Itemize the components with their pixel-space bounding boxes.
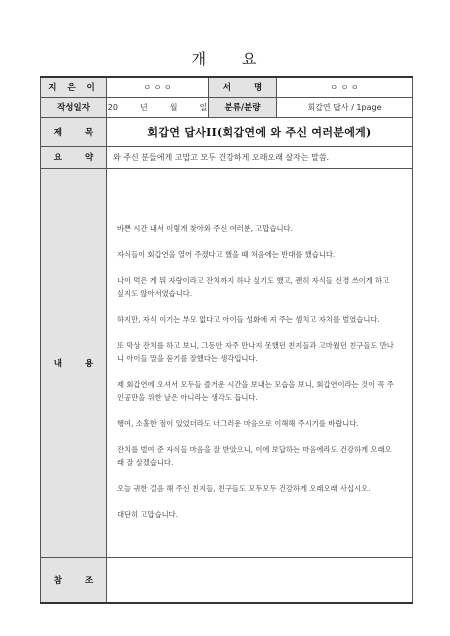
- date-day-unit: 일: [199, 102, 208, 112]
- title-char-2: 요: [242, 50, 259, 68]
- author-row: [41, 77, 413, 97]
- content-paragraph: 하지만, 자식 이기는 부모 없다고 아이들 성화에 져 주는 셈치고 자치를 벌였습니다.: [117, 314, 380, 324]
- date-year-unit: 년: [139, 102, 148, 112]
- content-text: [107, 192, 412, 521]
- author-label: 지 은 이: [41, 77, 107, 97]
- date-row: [41, 97, 413, 117]
- date-year: 20: [107, 102, 118, 112]
- category-label: 분류/분량: [209, 97, 277, 117]
- summary-value: 와 주신 분들에게 고맙고 모두 건강하게 오래오래 살자는 말씀.: [107, 146, 413, 168]
- author-value: ㅇ ㅇ ㅇ: [107, 77, 209, 97]
- content-body: [107, 168, 413, 557]
- content-paragraph: 오늘 귀한 걸음 해 주신 친지들, 친구들도 모두모두 건강하게 오래오래 사십시오.: [117, 483, 371, 493]
- content-paragraph: 잔치를 벌여 준 자식들 마음을 잘 받았으니, 이에 보답하는 마음에라도 건강하게 오래오래 잘 살겠습니다.: [117, 444, 392, 467]
- subject-value: 회갑연 답사II(회갑연에 와 주신 여러분에게): [107, 117, 413, 146]
- reference-value: [107, 557, 413, 603]
- subject-row: [41, 117, 413, 146]
- title-char-1: 개: [191, 50, 208, 68]
- summary-label: 요 약: [41, 146, 107, 168]
- content-paragraph: 대단히 고맙습니다.: [117, 509, 179, 519]
- summary-row: [41, 146, 413, 168]
- content-label: 내 용: [41, 168, 107, 557]
- summary-form: [40, 76, 413, 604]
- content-paragraph: 또 막상 잔치를 하고 보니, 그동안 자주 만나지 못했던 친지들과 고마웠던 친구들도 만나니 아이들 말을 듣기를 잘했다는 생각입니다.: [117, 340, 394, 363]
- content-paragraph: 나이 먹은 게 뭐 자랑이라고 잔치까지 하나 싶기도 했고, 괜히 자식들 신경 쓰이게 하고 싶지도 않아서였습니다.: [117, 275, 390, 298]
- date-label: 작성일자: [41, 97, 107, 117]
- content-paragraph: 제 회갑연에 오셔서 모두들 즐거운 시간을 보내는 모습을 보니, 회갑연이라는 것이 꼭 주인공만을 위한 날은 아니라는 생각도 듭니다.: [117, 379, 394, 402]
- content-paragraph: 자식들이 회갑연을 열어 주겠다고 했을 때 처음에는 반대를 했습니다.: [117, 249, 336, 259]
- content-paragraph: 행여, 소홀한 점이 있었더라도 너그러운 마음으로 이해해 주시기를 바랍니다.: [117, 418, 359, 428]
- document-title: [0, 48, 450, 69]
- category-value: 회갑연 답사 / 1page: [277, 97, 413, 117]
- signature-value: ㅇ ㅇ ㅇ: [277, 77, 413, 97]
- date-value: [107, 97, 209, 117]
- date-month-unit: 월: [169, 102, 178, 112]
- content-paragraph: 바쁜 시간 내서 이렇게 찾아와 주신 여러분, 고맙습니다.: [117, 223, 293, 233]
- subject-label: 제 목: [41, 117, 107, 146]
- content-row: [41, 168, 413, 557]
- reference-label: 참 조: [41, 557, 107, 603]
- reference-row: [41, 557, 413, 603]
- signature-label: 서 명: [209, 77, 277, 97]
